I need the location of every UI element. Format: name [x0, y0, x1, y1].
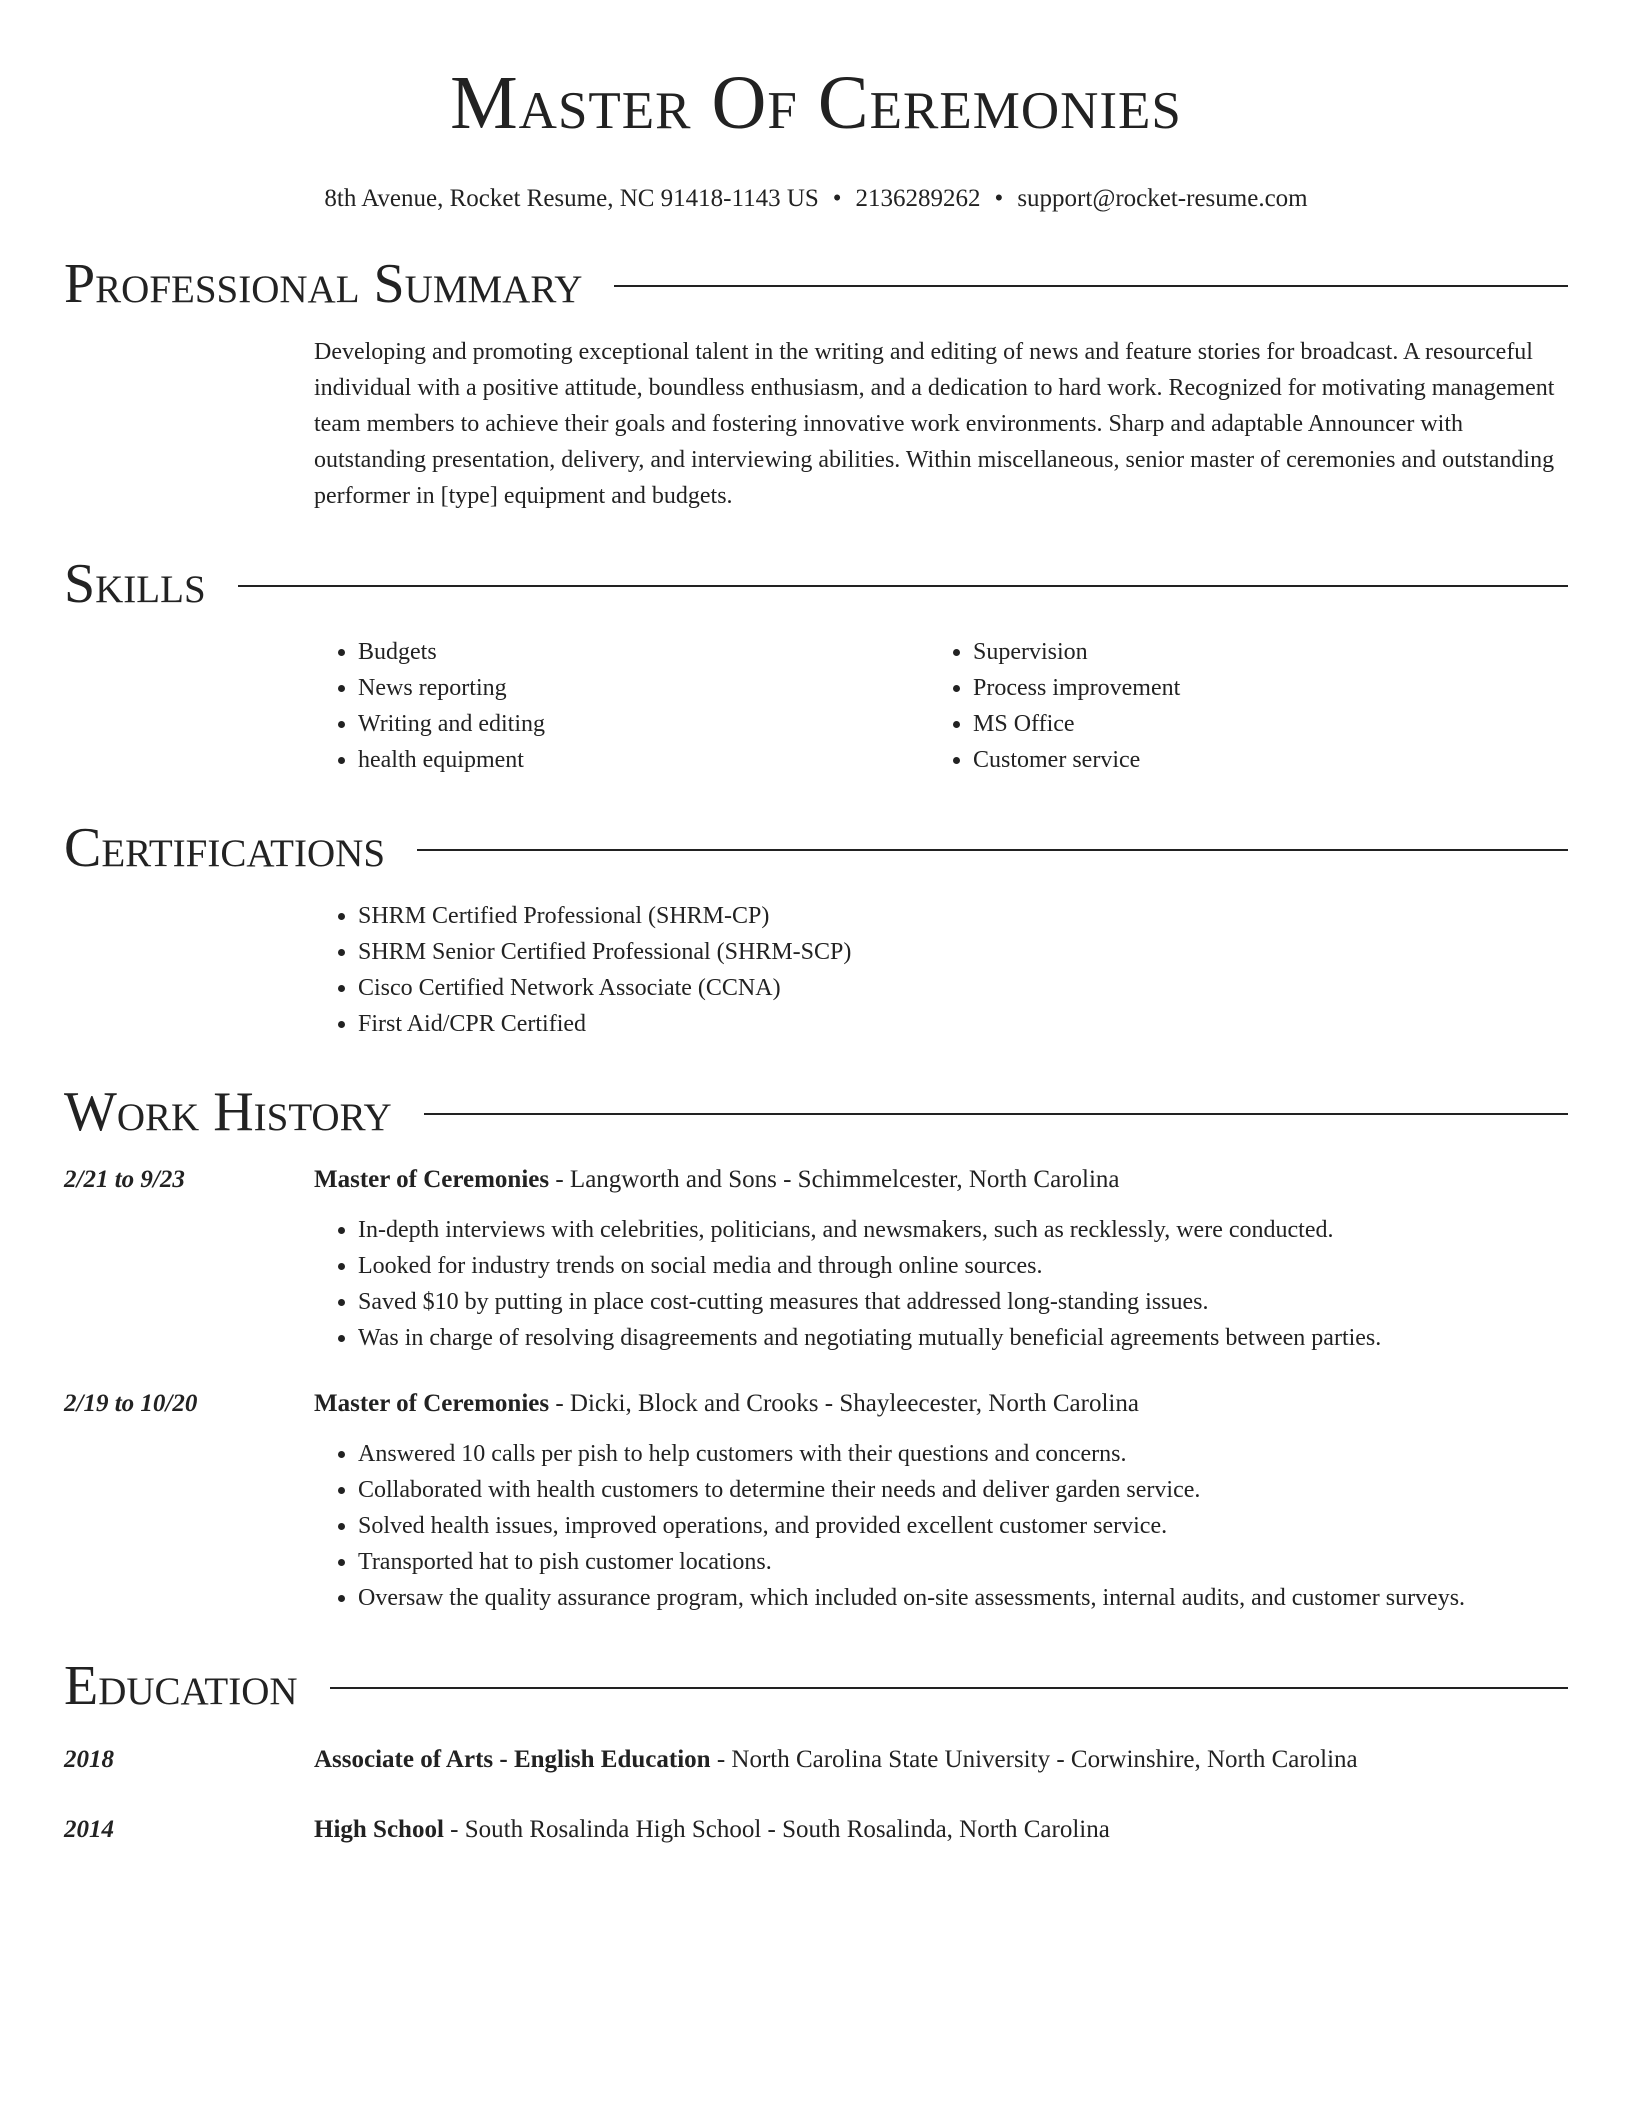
section-header [64, 1080, 1568, 1144]
education-heading [314, 1812, 1568, 1848]
contact-email: support@rocket-resume.com [1017, 185, 1308, 212]
certifications-section [64, 816, 1568, 1042]
certification-item: • SHRM Certified Professional (SHRM-CP) [358, 898, 1568, 934]
certifications-title: Certifications [64, 817, 386, 879]
education-school: - South Rosalinda High School - South Rosalinda, North Carolina [443, 1816, 1110, 1843]
education-year: 2018 [64, 1746, 114, 1773]
job-body [314, 1162, 1568, 1356]
skill-item: • MS Office [973, 706, 1544, 742]
work-history-section [64, 1080, 1568, 1616]
job-dates: 2/21 to 9/23 [64, 1166, 185, 1193]
skills-column-left [314, 634, 929, 778]
job-bullet: • Was in charge of resolving disagreements and negotiating mutually beneficial agreements between parties. [358, 1320, 1568, 1356]
section-divider [614, 285, 1568, 287]
section-header [64, 816, 1568, 880]
skills-title: Skills [64, 553, 206, 615]
section-divider [424, 1113, 1568, 1115]
job-bullet: • Saved $10 by putting in place cost-cutting measures that addressed long-standing issues. [358, 1284, 1568, 1320]
education-body [314, 1812, 1568, 1848]
contact-separator: • [832, 185, 842, 212]
skill-item: • Supervision [973, 634, 1544, 670]
job-body [314, 1386, 1568, 1616]
education-entry [64, 1742, 1568, 1778]
summary-content [314, 334, 1568, 514]
skills-column-right [929, 634, 1544, 778]
skills-list [314, 634, 1568, 778]
skill-item: • Process improvement [973, 670, 1544, 706]
contact-separator: • [994, 185, 1004, 212]
section-divider [330, 1687, 1568, 1689]
job-bullets [314, 1436, 1568, 1616]
skill-item: • News reporting [358, 670, 929, 706]
section-header [64, 1654, 1568, 1718]
certifications-list [314, 898, 1568, 1042]
contact-phone: 2136289262 [855, 185, 981, 212]
job-bullet: • In-depth interviews with celebrities, politicians, and newsmakers, such as recklessly, were conducted. [358, 1212, 1568, 1248]
job-heading [314, 1386, 1568, 1422]
job-dates: 2/19 to 10/20 [64, 1390, 198, 1417]
education-degree: Associate of Arts - English Education [314, 1746, 711, 1773]
summary-title: Professional Summary [64, 253, 583, 315]
job-company: - Langworth and Sons - Schimmelcester, North Carolina [549, 1166, 1120, 1193]
work-history-title: Work History [64, 1081, 392, 1143]
job-entry [64, 1386, 1568, 1616]
job-bullet: • Looked for industry trends on social media and through online sources. [358, 1248, 1568, 1284]
section-divider [238, 585, 1568, 587]
education-title: Education [64, 1655, 298, 1717]
job-bullet: • Collaborated with health customers to determine their needs and deliver garden service. [358, 1472, 1568, 1508]
job-company: - Dicki, Block and Crooks - Shayleecester, North Carolina [549, 1390, 1139, 1417]
skill-item: • health equipment [358, 742, 929, 778]
job-bullet: • Oversaw the quality assurance program, which included on-site assessments, internal audits, and customer surveys. [358, 1580, 1568, 1616]
skill-item: • Budgets [358, 634, 929, 670]
skill-item: • Customer service [973, 742, 1544, 778]
skills-section [64, 552, 1568, 778]
education-degree: High School [314, 1816, 444, 1843]
education-year: 2014 [64, 1816, 114, 1843]
summary-text: Developing and promoting exceptional talent in the writing and editing of news and feature stories for broadcast. A resourceful individual with a positive attitude, boundless enthusiasm, and a dedication to hard work. Recognized for motivating management team members to achieve their goals and fostering innovative work environments. Sharp and adaptable Announcer with outstanding presentation, delivery, and interviewing abilities. Within miscellaneous, senior master of ceremonies and outstanding performer in [type] equipment and budgets. [314, 339, 1555, 509]
education-heading [314, 1742, 1568, 1778]
education-section [64, 1654, 1568, 1848]
contact-line [64, 184, 1568, 214]
job-bullet: • Answered 10 calls per pish to help customers with their questions and concerns. [358, 1436, 1568, 1472]
certification-item: • Cisco Certified Network Associate (CCNA) [358, 970, 1568, 1006]
certification-item: • First Aid/CPR Certified [358, 1006, 1568, 1042]
section-header [64, 252, 1568, 316]
job-bullet: • Transported hat to pish customer locations. [358, 1544, 1568, 1580]
job-bullet: • Solved health issues, improved operations, and provided excellent customer service. [358, 1508, 1568, 1544]
education-body [314, 1742, 1568, 1778]
education-entry [64, 1812, 1568, 1848]
job-role: Master of Ceremonies [314, 1166, 550, 1193]
certification-item: • SHRM Senior Certified Professional (SHRM-SCP) [358, 934, 1568, 970]
education-school: - North Carolina State University - Corwinshire, North Carolina [710, 1746, 1358, 1773]
skill-item: • Writing and editing [358, 706, 929, 742]
summary-section [64, 252, 1568, 514]
section-divider [417, 849, 1568, 851]
contact-address: 8th Avenue, Rocket Resume, NC 91418-1143 US [324, 185, 819, 212]
job-heading [314, 1162, 1568, 1198]
job-bullets [314, 1212, 1568, 1356]
job-role: Master of Ceremonies [314, 1390, 550, 1417]
candidate-name: Master Of Ceremonies [450, 61, 1182, 145]
job-entry [64, 1162, 1568, 1356]
section-header [64, 552, 1568, 616]
